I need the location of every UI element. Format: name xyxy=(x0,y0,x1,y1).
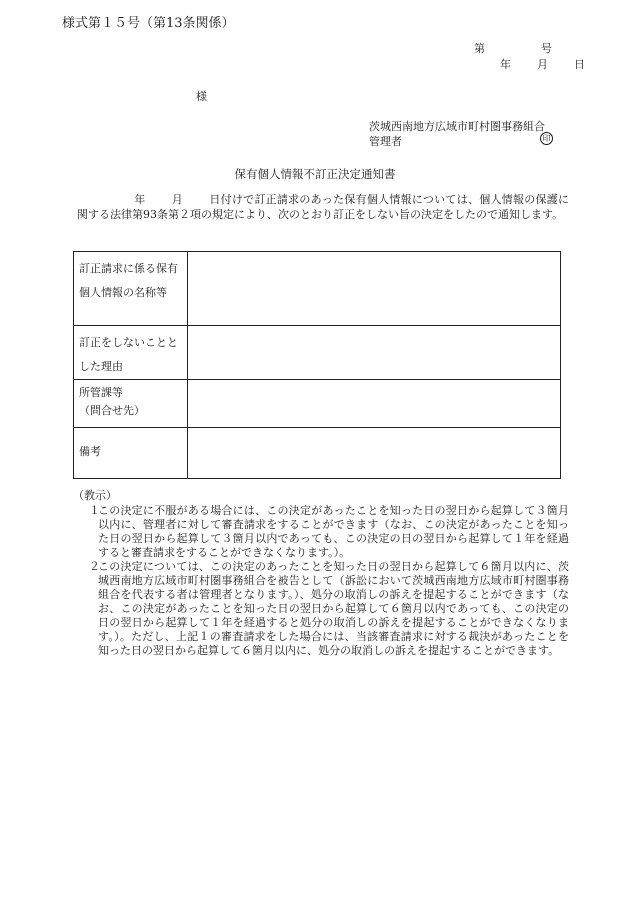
note-text: この決定については、この決定のあったことを知った日の翌日から起算して６箇月以内に、茨城西南地方広域市町村圏事務組合を被告として（訴訟において茨城西南地方広域市町村圏事務組合を代表する者は管理者となります。）、処分の取消しの訴えを提起することができます（なお、この決定があったことを知った日の翌日から起算して６箇月以内であっても、この決定の日の翌日から起算して１年を経過すると処分の取消しの訴えを提起することができなくなります。）。ただし、上記１の審査請求をした場合には、当該審査請求に対する裁決があったことを知った日の翌日から起算して６箇月以内に、処分の取消しの訴えを提起することができます。 xyxy=(98,560,569,657)
body-month: 月 xyxy=(171,193,184,206)
note-item-2 xyxy=(73,560,569,658)
row-value-department xyxy=(188,380,561,428)
row-value-reason xyxy=(188,326,561,380)
addressee: 様 xyxy=(196,90,207,103)
document-number xyxy=(474,40,552,56)
row-value-remarks xyxy=(188,428,561,479)
note-number: １ xyxy=(89,504,100,517)
table-row xyxy=(74,252,561,326)
document-title: 保有個人情報不訂正決定通知書 xyxy=(234,167,396,181)
row-label-department xyxy=(74,380,188,428)
info-table xyxy=(73,251,561,479)
document-number-prefix: 第 xyxy=(474,42,485,55)
contact-label: （問合せ先） xyxy=(79,404,145,417)
table-row xyxy=(74,326,561,380)
notes-heading: （教示） xyxy=(73,489,117,502)
body-text: 日付けで訂正請求のあった保有個人情報については、個人情報の保護に関する法律第93条第２項の規定により、次のとおり訂正をしない旨の決定をしたので通知します。 xyxy=(77,193,570,221)
date-month: 月 xyxy=(537,58,548,71)
note-number: ２ xyxy=(89,560,100,573)
form-number: 様式第１５号（第13条関係） xyxy=(62,16,235,31)
date-day: 日 xyxy=(574,58,585,71)
body-year: 年 xyxy=(134,193,146,206)
row-label-item-name: 訂正請求に係る保有個人情報の名称等 xyxy=(74,252,188,326)
row-label-remarks: 備考 xyxy=(74,428,188,479)
note-text: この決定に不服がある場合には、この決定があったことを知った日の翌日から起算して３箇月以内に、管理者に対して審査請求をすることができます（なお、この決定があったことを知った日の翌日から起算して３箇月以内であっても、この決定の日の翌日から起算して１年を経過すると審査請求をすることができなくなります。）。 xyxy=(98,504,569,559)
table-row xyxy=(74,380,561,428)
instruction-notes xyxy=(73,489,569,658)
department-label: 所管課等 xyxy=(79,386,123,399)
date-year: 年 xyxy=(500,58,511,71)
body-paragraph xyxy=(77,192,569,222)
table-row xyxy=(74,428,561,479)
document-number-suffix: 号 xyxy=(541,42,552,55)
issuer-role: 管理者 xyxy=(369,135,402,148)
row-label-reason: 訂正をしないこととした理由 xyxy=(74,326,188,380)
document-date xyxy=(474,56,585,72)
note-item-1 xyxy=(73,504,569,560)
issuer-organization: 茨城西南地方広域市町村圏事務組合 xyxy=(369,120,545,133)
row-value-item-name xyxy=(188,252,561,326)
seal-mark: 印 xyxy=(540,132,553,145)
